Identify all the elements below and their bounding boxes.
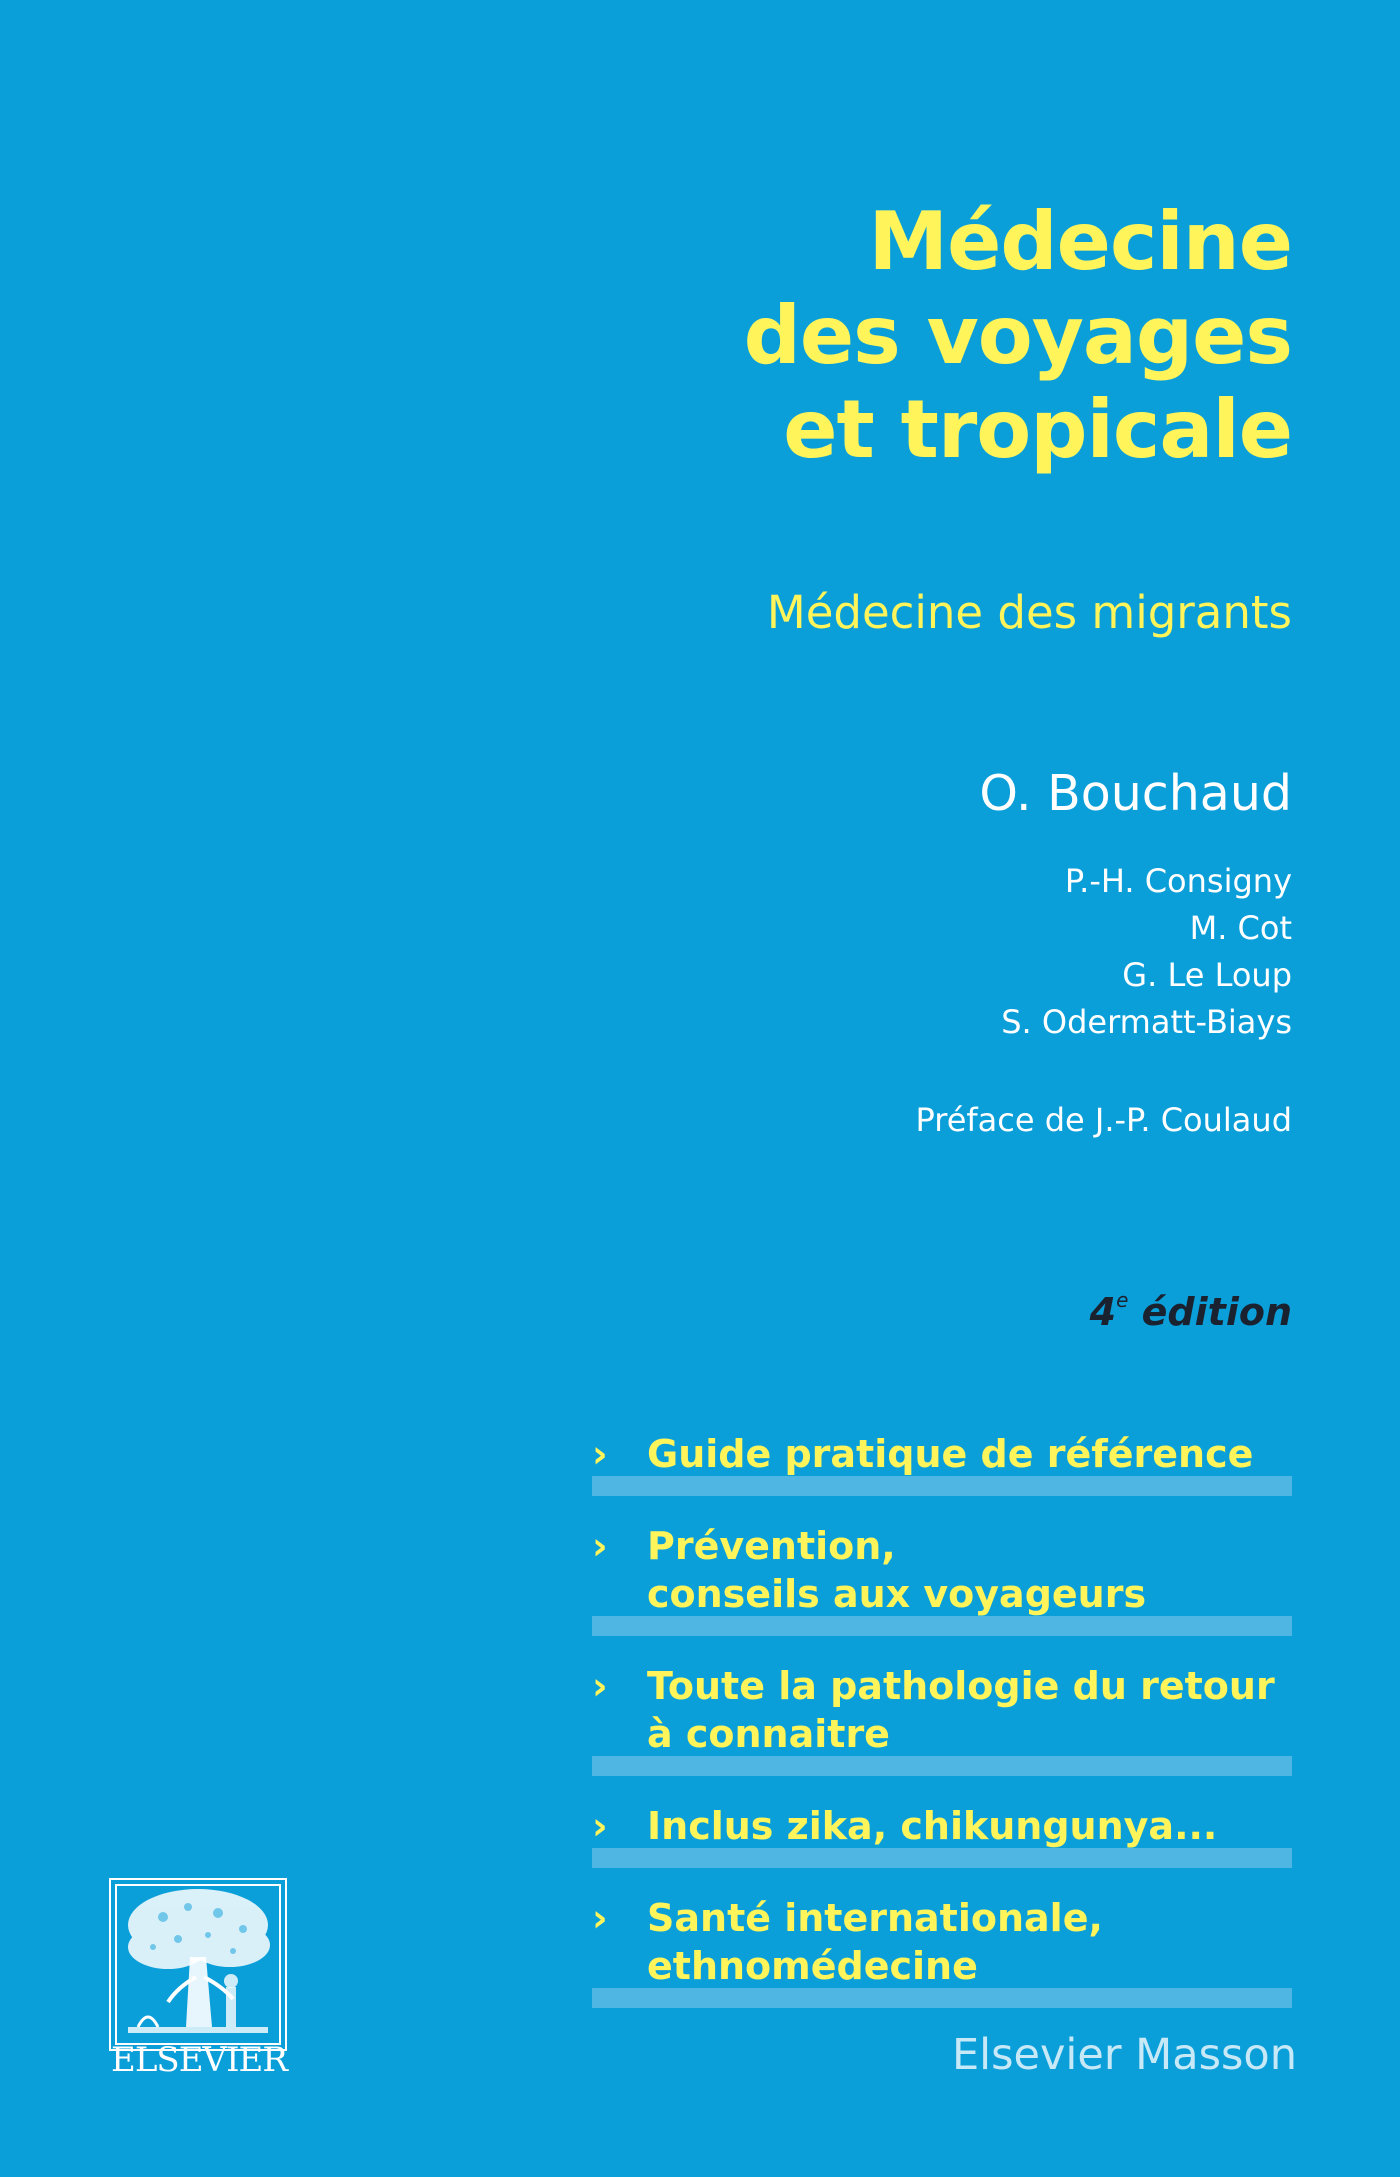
elsevier-tree-icon [108,1877,288,2052]
preface-credit: Préface de J.-P. Coulaud [915,1101,1292,1139]
edition-word: édition [1128,1290,1292,1334]
feature-list [592,1430,1292,2034]
book-title [744,195,1292,477]
coauthor: S. Odermatt-Biays [1001,1003,1292,1041]
coauthor: G. Le Loup [1122,956,1292,994]
feature-text: Guide pratique de référence [647,1432,1254,1476]
chevron-right-icon: › [592,1524,608,1568]
title-line-1: Médecine [868,195,1292,288]
feature-text: Prévention, conseils aux voyageurs [647,1524,1147,1616]
coauthor: M. Cot [1189,909,1292,947]
title-line-2: des voyages [743,289,1292,382]
publisher-name: Elsevier Masson [952,2030,1297,2080]
edition-number: 4 [1089,1290,1117,1334]
chevron-right-icon: › [592,1432,608,1476]
feature-text: Santé internationale, ethnomédecine [647,1896,1103,1988]
feature-item [592,1802,1292,1864]
chevron-right-icon: › [592,1664,608,1708]
elsevier-logo-text: ELSEVIER [111,2040,287,2080]
feature-item [592,1894,1292,2004]
title-line-3: et tropicale [783,383,1292,476]
feature-text: Toute la pathologie du retour à connaitre [647,1664,1275,1756]
feature-item [592,1522,1292,1632]
series-title-container [85,120,350,1800]
chevron-right-icon: › [592,1896,608,1940]
chevron-right-icon: › [592,1804,608,1848]
coauthor: P.-H. Consigny [1064,862,1292,900]
feature-item [592,1430,1292,1492]
feature-item [592,1662,1292,1772]
main-author: O. Bouchaud [979,765,1292,822]
coauthors-list [1001,858,1292,1046]
edition-label [1090,1288,1292,1334]
book-subtitle: Médecine des migrants [766,586,1292,639]
edition-superscript: e [1116,1288,1129,1312]
feature-text: Inclus zika, chikungunya... [647,1804,1218,1848]
